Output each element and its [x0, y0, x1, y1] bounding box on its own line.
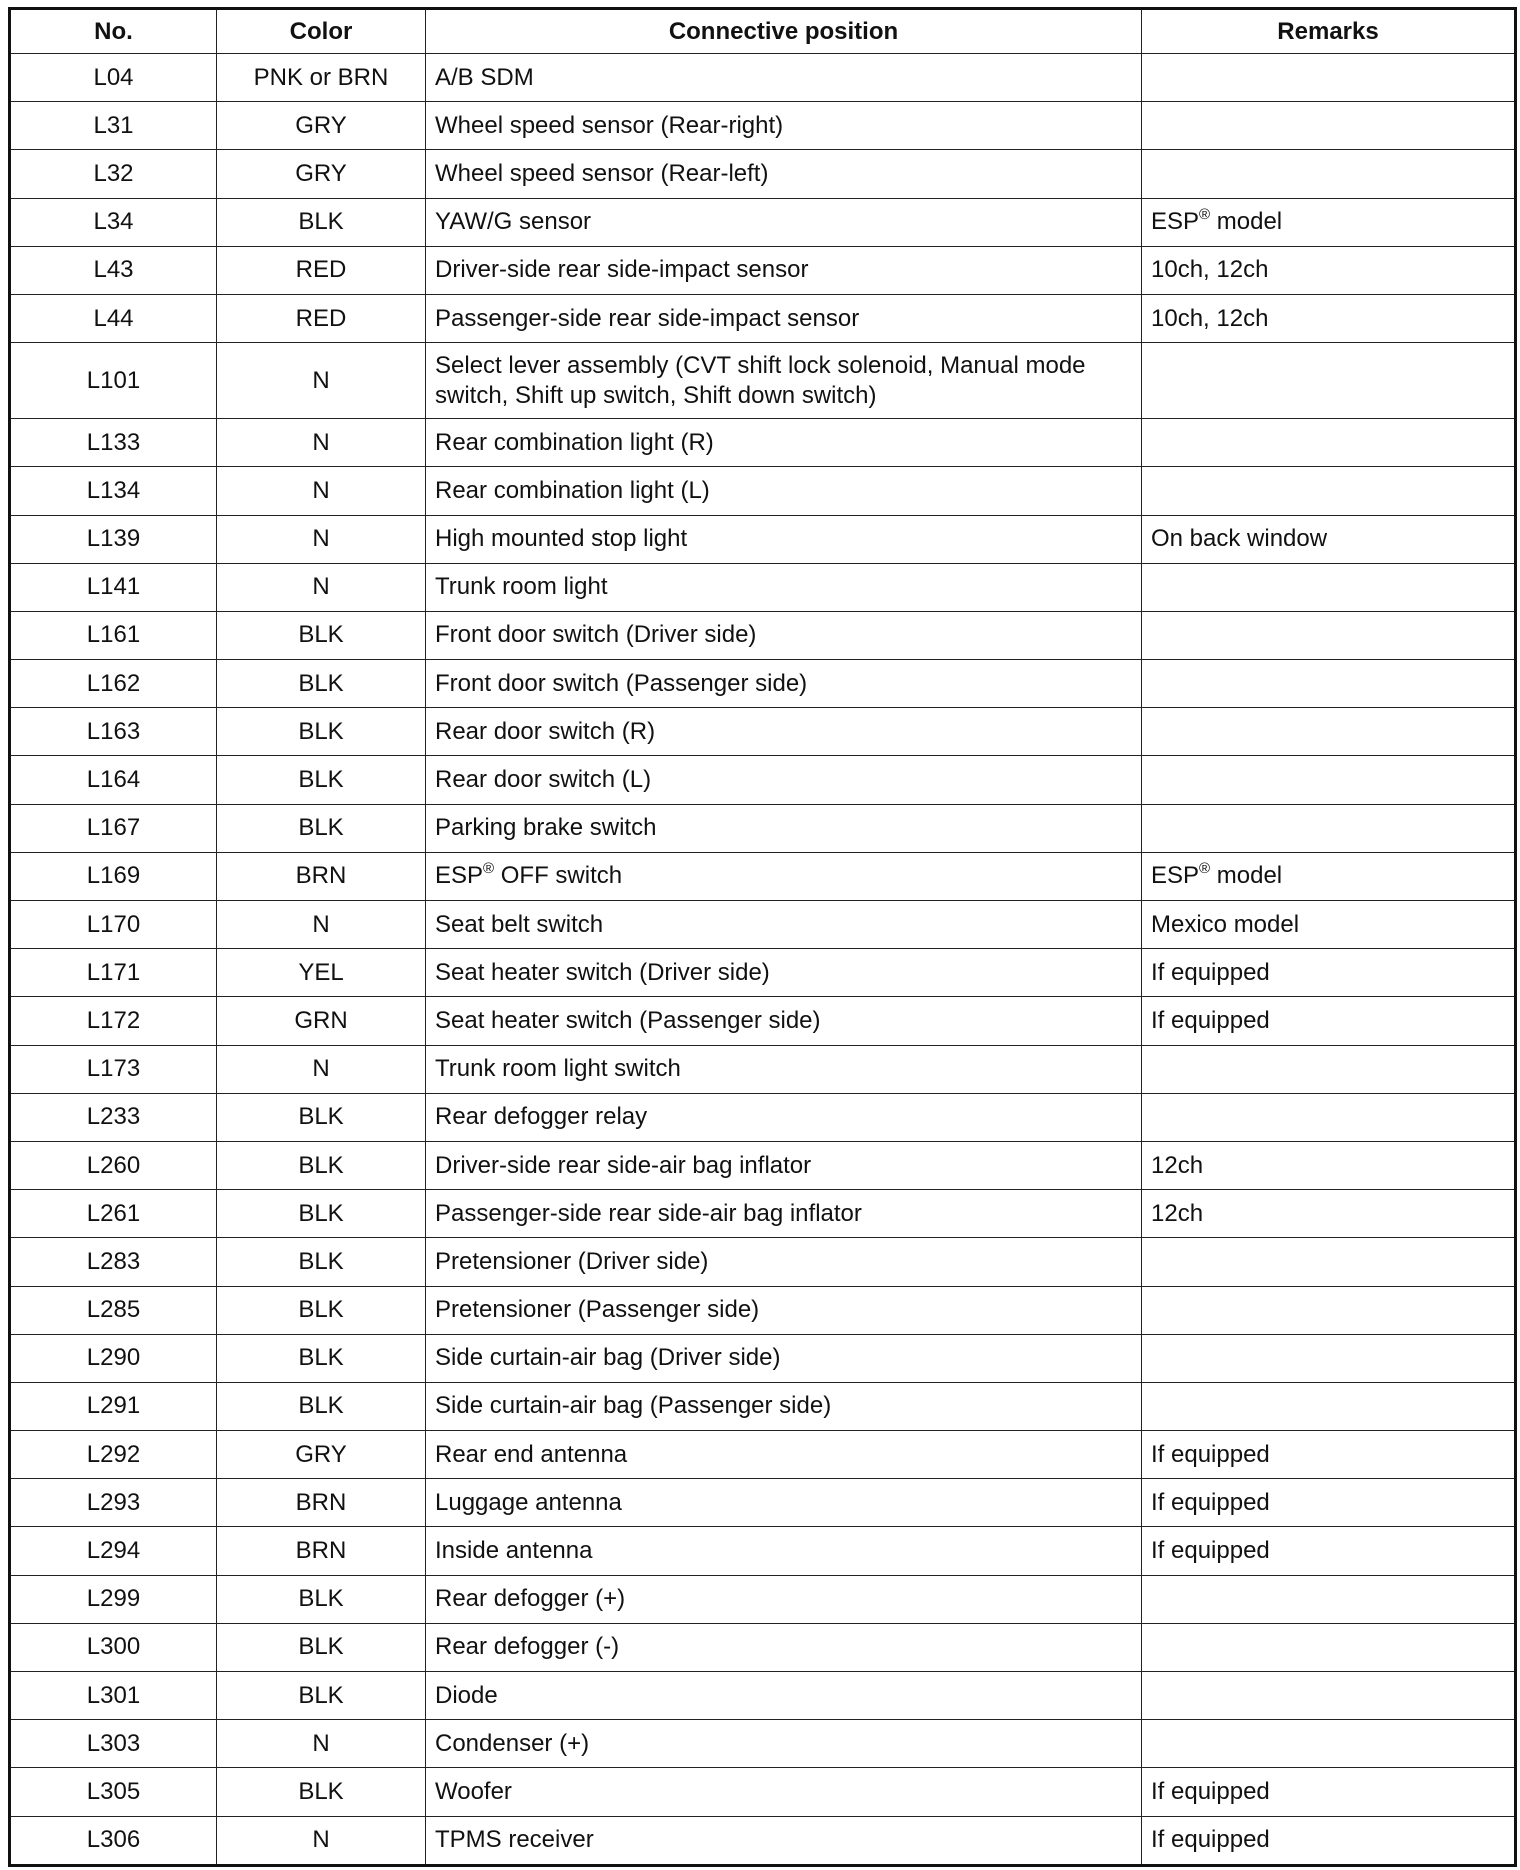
table-row	[10, 949, 1516, 997]
cell-no: L164	[10, 756, 217, 804]
header-color: Color	[217, 9, 426, 54]
cell-color: BLK	[217, 1238, 426, 1286]
cell-connective-position: Driver-side rear side-impact sensor	[426, 246, 1142, 294]
cell-no: L306	[10, 1816, 217, 1865]
cell-connective-position: Parking brake switch	[426, 804, 1142, 852]
cell-remarks	[1142, 467, 1516, 515]
cell-connective-position: Rear door switch (L)	[426, 756, 1142, 804]
cell-no: L173	[10, 1045, 217, 1093]
cell-color: N	[217, 1045, 426, 1093]
cell-color: N	[217, 901, 426, 949]
table-row	[10, 804, 1516, 852]
connector-table	[8, 7, 1517, 1867]
cell-connective-position: Diode	[426, 1672, 1142, 1720]
cell-color: BLK	[217, 1672, 426, 1720]
table-row	[10, 660, 1516, 708]
cell-connective-position: Seat heater switch (Passenger side)	[426, 997, 1142, 1045]
table-row	[10, 1334, 1516, 1382]
cell-remarks	[1142, 1045, 1516, 1093]
table-row	[10, 1672, 1516, 1720]
cell-remarks	[1142, 1720, 1516, 1768]
table-row	[10, 901, 1516, 949]
cell-no: L301	[10, 1672, 217, 1720]
cell-no: L291	[10, 1382, 217, 1430]
cell-remarks	[1142, 343, 1516, 419]
table-row	[10, 54, 1516, 102]
table-row	[10, 997, 1516, 1045]
table-header	[10, 9, 1516, 54]
table-row	[10, 1527, 1516, 1575]
cell-remarks: If equipped	[1142, 949, 1516, 997]
table-row	[10, 1816, 1516, 1865]
cell-connective-position: Pretensioner (Driver side)	[426, 1238, 1142, 1286]
cell-remarks	[1142, 1286, 1516, 1334]
cell-color: BLK	[217, 1093, 426, 1141]
cell-connective-position: Trunk room light switch	[426, 1045, 1142, 1093]
table-row	[10, 515, 1516, 563]
table-row	[10, 1720, 1516, 1768]
cell-remarks: 12ch	[1142, 1190, 1516, 1238]
table-row	[10, 756, 1516, 804]
table-row	[10, 1093, 1516, 1141]
cell-color: RED	[217, 246, 426, 294]
cell-color: BLK	[217, 1768, 426, 1816]
cell-connective-position: Trunk room light	[426, 563, 1142, 611]
table-row	[10, 343, 1516, 419]
cell-connective-position: Rear door switch (R)	[426, 708, 1142, 756]
cell-no: L34	[10, 198, 217, 246]
cell-remarks	[1142, 1672, 1516, 1720]
table-row	[10, 1045, 1516, 1093]
cell-remarks	[1142, 563, 1516, 611]
cell-color: BLK	[217, 1141, 426, 1189]
header-remarks: Remarks	[1142, 9, 1516, 54]
cell-color: N	[217, 343, 426, 419]
cell-remarks: 10ch, 12ch	[1142, 294, 1516, 342]
cell-no: L134	[10, 467, 217, 515]
cell-connective-position: Rear end antenna	[426, 1431, 1142, 1479]
cell-no: L161	[10, 611, 217, 659]
cell-no: L32	[10, 150, 217, 198]
cell-remarks: If equipped	[1142, 1431, 1516, 1479]
cell-no: L233	[10, 1093, 217, 1141]
table-row	[10, 1190, 1516, 1238]
cell-no: L305	[10, 1768, 217, 1816]
table-row	[10, 1431, 1516, 1479]
table-row	[10, 1382, 1516, 1430]
cell-remarks: If equipped	[1142, 1768, 1516, 1816]
cell-no: L292	[10, 1431, 217, 1479]
cell-connective-position: Side curtain-air bag (Driver side)	[426, 1334, 1142, 1382]
cell-remarks	[1142, 102, 1516, 150]
table-row	[10, 1575, 1516, 1623]
table-row	[10, 611, 1516, 659]
cell-remarks: If equipped	[1142, 1816, 1516, 1865]
header-row	[10, 9, 1516, 54]
cell-connective-position: YAW/G sensor	[426, 198, 1142, 246]
cell-connective-position: Rear combination light (R)	[426, 419, 1142, 467]
cell-connective-position: Select lever assembly (CVT shift lock solenoid, Manual mode switch, Shift up switch, Shift down switch)	[426, 343, 1142, 419]
cell-no: L172	[10, 997, 217, 1045]
header-connective-position: Connective position	[426, 9, 1142, 54]
cell-no: L171	[10, 949, 217, 997]
table-row	[10, 1141, 1516, 1189]
cell-remarks	[1142, 1575, 1516, 1623]
cell-color: BLK	[217, 1623, 426, 1671]
cell-remarks	[1142, 1623, 1516, 1671]
table-row	[10, 1286, 1516, 1334]
cell-connective-position: Luggage antenna	[426, 1479, 1142, 1527]
cell-remarks	[1142, 804, 1516, 852]
table-row	[10, 1479, 1516, 1527]
cell-connective-position: A/B SDM	[426, 54, 1142, 102]
table-row	[10, 102, 1516, 150]
table-row	[10, 1768, 1516, 1816]
table-row	[10, 563, 1516, 611]
table-row	[10, 246, 1516, 294]
cell-connective-position: Front door switch (Passenger side)	[426, 660, 1142, 708]
cell-color: PNK or BRN	[217, 54, 426, 102]
cell-color: BRN	[217, 1479, 426, 1527]
cell-color: BLK	[217, 198, 426, 246]
cell-remarks	[1142, 419, 1516, 467]
cell-remarks	[1142, 660, 1516, 708]
cell-connective-position: Side curtain-air bag (Passenger side)	[426, 1382, 1142, 1430]
cell-color: RED	[217, 294, 426, 342]
cell-color: N	[217, 467, 426, 515]
cell-connective-position: Pretensioner (Passenger side)	[426, 1286, 1142, 1334]
cell-no: L290	[10, 1334, 217, 1382]
cell-connective-position: TPMS receiver	[426, 1816, 1142, 1865]
cell-remarks: ESP® model	[1142, 852, 1516, 900]
table-row	[10, 1238, 1516, 1286]
cell-no: L261	[10, 1190, 217, 1238]
cell-no: L44	[10, 294, 217, 342]
cell-color: BLK	[217, 1334, 426, 1382]
cell-no: L101	[10, 343, 217, 419]
cell-no: L260	[10, 1141, 217, 1189]
cell-no: L169	[10, 852, 217, 900]
cell-no: L133	[10, 419, 217, 467]
cell-no: L139	[10, 515, 217, 563]
cell-color: N	[217, 419, 426, 467]
cell-remarks: ESP® model	[1142, 198, 1516, 246]
cell-connective-position: Rear defogger relay	[426, 1093, 1142, 1141]
table-row	[10, 1623, 1516, 1671]
cell-no: L162	[10, 660, 217, 708]
table-row	[10, 467, 1516, 515]
cell-color: GRY	[217, 1431, 426, 1479]
cell-connective-position: Rear defogger (-)	[426, 1623, 1142, 1671]
cell-connective-position: Inside antenna	[426, 1527, 1142, 1575]
cell-color: N	[217, 515, 426, 563]
cell-remarks: Mexico model	[1142, 901, 1516, 949]
cell-no: L04	[10, 54, 217, 102]
cell-color: BLK	[217, 756, 426, 804]
cell-color: BLK	[217, 1575, 426, 1623]
table-row	[10, 294, 1516, 342]
cell-remarks	[1142, 1238, 1516, 1286]
cell-color: BLK	[217, 611, 426, 659]
cell-connective-position: Wheel speed sensor (Rear-left)	[426, 150, 1142, 198]
cell-remarks	[1142, 1093, 1516, 1141]
cell-color: N	[217, 1816, 426, 1865]
cell-remarks: If equipped	[1142, 997, 1516, 1045]
cell-no: L163	[10, 708, 217, 756]
cell-color: BLK	[217, 1286, 426, 1334]
cell-no: L303	[10, 1720, 217, 1768]
header-no: No.	[10, 9, 217, 54]
cell-no: L294	[10, 1527, 217, 1575]
cell-no: L31	[10, 102, 217, 150]
cell-connective-position: Passenger-side rear side-air bag inflator	[426, 1190, 1142, 1238]
cell-connective-position: High mounted stop light	[426, 515, 1142, 563]
table-row	[10, 852, 1516, 900]
cell-remarks	[1142, 611, 1516, 659]
cell-no: L170	[10, 901, 217, 949]
cell-no: L141	[10, 563, 217, 611]
cell-connective-position: Seat heater switch (Driver side)	[426, 949, 1142, 997]
cell-connective-position: ESP® OFF switch	[426, 852, 1142, 900]
cell-remarks	[1142, 150, 1516, 198]
cell-remarks: 12ch	[1142, 1141, 1516, 1189]
cell-connective-position: Rear combination light (L)	[426, 467, 1142, 515]
cell-no: L43	[10, 246, 217, 294]
cell-remarks	[1142, 708, 1516, 756]
cell-color: N	[217, 563, 426, 611]
cell-color: N	[217, 1720, 426, 1768]
cell-color: GRN	[217, 997, 426, 1045]
table-row	[10, 708, 1516, 756]
cell-remarks: If equipped	[1142, 1527, 1516, 1575]
cell-connective-position: Seat belt switch	[426, 901, 1142, 949]
cell-connective-position: Rear defogger (+)	[426, 1575, 1142, 1623]
cell-remarks	[1142, 1382, 1516, 1430]
cell-color: BLK	[217, 1190, 426, 1238]
cell-no: L293	[10, 1479, 217, 1527]
table-row	[10, 150, 1516, 198]
cell-connective-position: Passenger-side rear side-impact sensor	[426, 294, 1142, 342]
cell-color: BLK	[217, 804, 426, 852]
connector-table-container	[8, 7, 1514, 1867]
cell-remarks	[1142, 54, 1516, 102]
cell-color: YEL	[217, 949, 426, 997]
cell-remarks: On back window	[1142, 515, 1516, 563]
cell-no: L299	[10, 1575, 217, 1623]
cell-connective-position: Wheel speed sensor (Rear-right)	[426, 102, 1142, 150]
cell-no: L300	[10, 1623, 217, 1671]
cell-no: L285	[10, 1286, 217, 1334]
cell-remarks	[1142, 756, 1516, 804]
cell-color: GRY	[217, 102, 426, 150]
cell-color: BRN	[217, 852, 426, 900]
cell-no: L283	[10, 1238, 217, 1286]
cell-no: L167	[10, 804, 217, 852]
cell-remarks: 10ch, 12ch	[1142, 246, 1516, 294]
cell-color: GRY	[217, 150, 426, 198]
cell-connective-position: Front door switch (Driver side)	[426, 611, 1142, 659]
cell-connective-position: Condenser (+)	[426, 1720, 1142, 1768]
table-row	[10, 198, 1516, 246]
cell-connective-position: Woofer	[426, 1768, 1142, 1816]
cell-color: BRN	[217, 1527, 426, 1575]
cell-color: BLK	[217, 708, 426, 756]
cell-connective-position: Driver-side rear side-air bag inflator	[426, 1141, 1142, 1189]
cell-color: BLK	[217, 1382, 426, 1430]
cell-remarks: If equipped	[1142, 1479, 1516, 1527]
table-body	[10, 54, 1516, 1866]
cell-remarks	[1142, 1334, 1516, 1382]
table-row	[10, 419, 1516, 467]
cell-color: BLK	[217, 660, 426, 708]
